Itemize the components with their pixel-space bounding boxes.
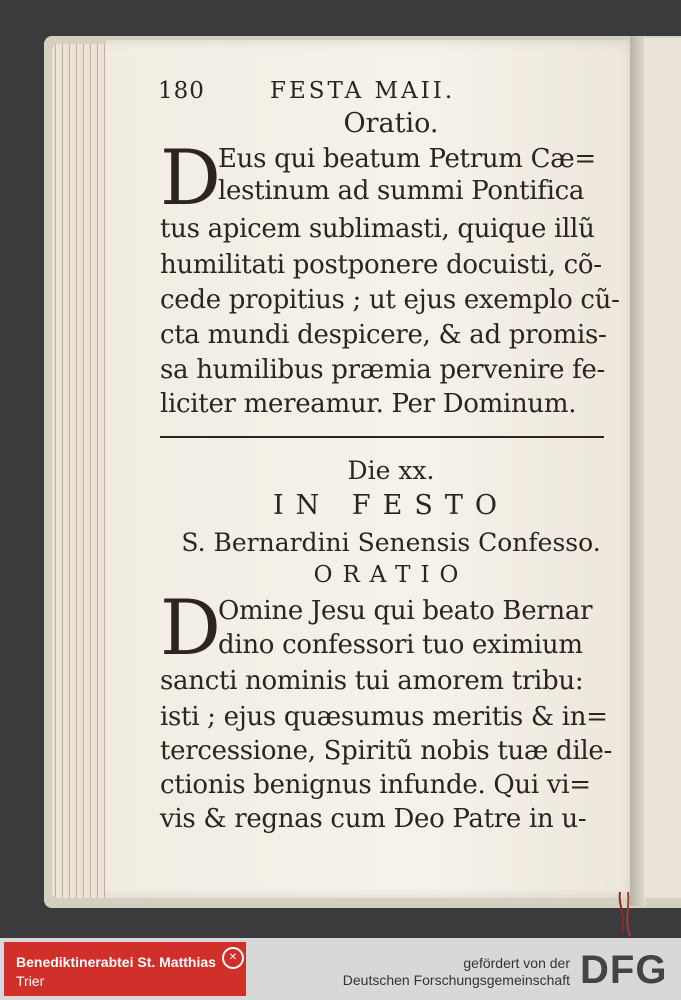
section2-line: ctionis benignus infunde. Qui vi=: [160, 770, 591, 800]
institution-badge[interactable]: [4, 942, 246, 996]
section1-line: cta mundi despicere, & ad promis-: [160, 320, 607, 350]
section-divider: [160, 436, 604, 438]
section1-line: tus apicem sublimasti, quique illũ: [160, 214, 595, 244]
section2-line: isti ; ejus quæsumus meritis & in=: [160, 702, 608, 732]
section1-line: lestinum ad summi Pontifica: [218, 176, 585, 206]
section2-line: dino confessori tuo eximium: [218, 630, 583, 660]
section2-line: Omine Jesu qui beato Bernar: [218, 596, 593, 626]
facing-page: [644, 38, 681, 898]
section1-line: Eus qui beatum Petrum Cæ=: [218, 144, 596, 174]
section1-heading: Oratio.: [343, 108, 439, 139]
abbey-logo-icon: ✕: [222, 947, 244, 969]
section1-line: cede propitius ; ut ejus exemplo cũ-: [160, 285, 620, 315]
saint-name: S. Bernardini Senensis Confesso.: [181, 528, 601, 557]
institution-city: Trier: [16, 973, 45, 989]
dfg-logo[interactable]: DFG: [580, 948, 668, 992]
section2-line: sancti nominis tui amorem tribu:: [160, 666, 584, 696]
section1-line: sa humilibus præmia pervenire fe-: [160, 355, 606, 385]
institution-name: Benediktinerabtei St. Matthias: [16, 954, 216, 970]
bookmark-ribbon: [614, 892, 644, 938]
running-head: FESTA MAII.: [270, 78, 456, 104]
funding-text-line2: Deutschen Forschungsgemeinschaft: [342, 972, 570, 988]
feast-date: Die xx.: [347, 456, 435, 485]
feast-title: IN FESTO: [273, 490, 509, 521]
section2-dropcap: D: [160, 583, 221, 672]
section1-dropcap: D: [160, 133, 221, 222]
page-number: 180: [158, 78, 205, 104]
section1-line: liciter mereamur. Per Dominum.: [160, 389, 577, 419]
section2-heading: ORATIO: [313, 562, 469, 588]
section2-line: vis & regnas cum Deo Patre in u-: [160, 804, 587, 834]
section1-line: humilitati postponere docuisti, cõ-: [160, 250, 602, 280]
funding-text-line1: gefördert von der: [463, 955, 570, 971]
section2-line: tercessione, Spiritũ nobis tuæ dile-: [160, 736, 613, 766]
